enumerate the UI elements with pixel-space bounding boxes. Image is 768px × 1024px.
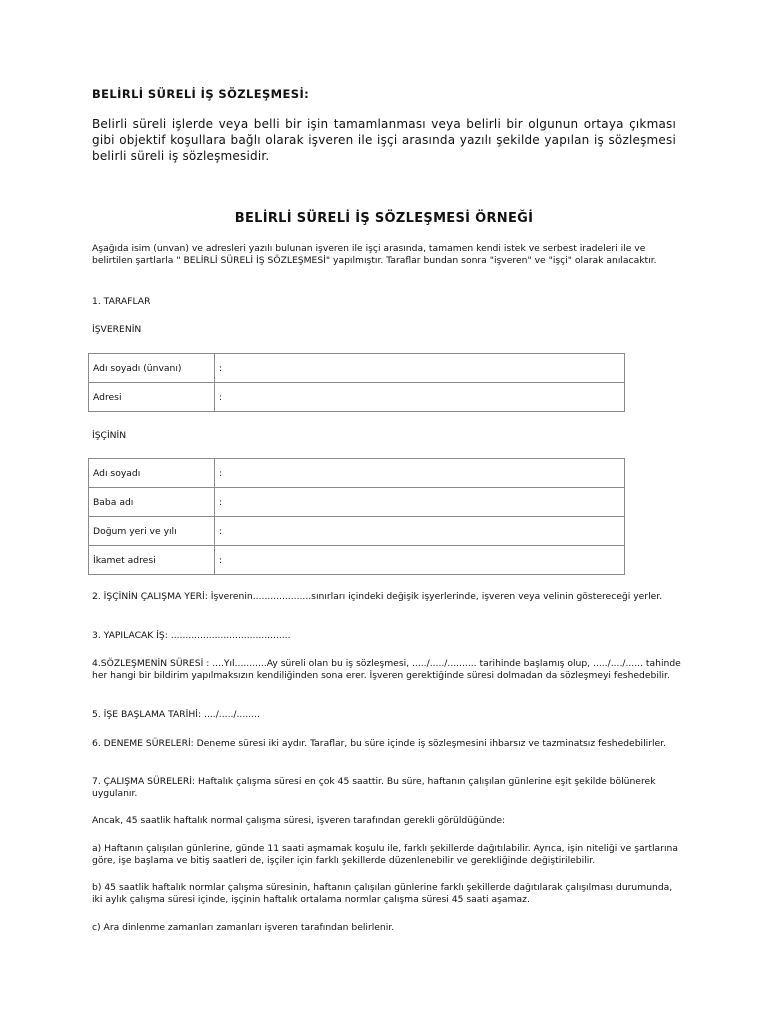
section-7-note: Ancak, 45 saatlik haftalık normal çalışma süresi, işveren tarafından gerekli görüldüğünde: bbox=[92, 815, 506, 826]
section-6-probation: 6. DENEME SÜRELERİ: Deneme süresi iki aydır. Taraflar, bu süre içinde iş sözleşmesini ihbarsız ve tazminatsız feshedebilirler. bbox=[92, 738, 667, 749]
field-value: : bbox=[215, 383, 625, 412]
clause-c: c) Ara dinlenme zamanları zamanları işveren tarafından belirlenir. bbox=[92, 922, 395, 933]
worker-table bbox=[88, 458, 625, 575]
intro-paragraph: Belirli süreli işlerde veya belli bir işin tamamlanması veya belirli bir olgunun ortaya çıkması gibi objektif koşullara bağlı olarak işveren ile işçi arasında yazılı şekilde yapılan iş sözleşmesi belirli süreli iş sözleşmesidir. bbox=[92, 117, 676, 163]
table-row bbox=[89, 517, 625, 546]
field-value: : bbox=[215, 517, 625, 546]
clause-a: a) Haftanın çalışılan günlerine, günde 11 saati aşmamak koşulu ile, farklı şekillerde dağıtılabilir. Ayrıca, işin niteliği ve şartlarına göre, işe başlama ve bitiş saatleri de, işçiler için farklı şekillerde düzenlenebilir ve gerekliğinde değiştirilebilir. bbox=[92, 843, 678, 866]
employer-table bbox=[88, 353, 625, 412]
field-label: Adresi bbox=[89, 383, 215, 412]
preamble-paragraph: Aşağıda isim (unvan) ve adresleri yazılı bulunan işveren ile işçi arasında, tamamen kendi istek ve serbest iradeleri ile ve belirtilen şartlarla " BELİRLİ SÜRELİ İŞ SÖZLEŞMESİ" yapılmıştır. Taraflar bundan sonra "işveren" ve "işçi" olarak anılacaktır. bbox=[92, 243, 657, 266]
field-label: Baba adı bbox=[89, 488, 215, 517]
field-label: Adı soyadı (ünvanı) bbox=[89, 354, 215, 383]
section-5-start-date: 5. İŞE BAŞLAMA TARİHİ: ..../...../........ bbox=[92, 709, 260, 720]
field-label: Doğum yeri ve yılı bbox=[89, 517, 215, 546]
table-row bbox=[89, 354, 625, 383]
section-4-duration: 4.SÖZLEŞMENİN SÜRESİ : ....Yıl...........Ay süreli olan bu iş sözleşmesi, ...../...../.......... tarihinde başlamış olup, ...../..../...... tahinde her hangi bir bildirim yapılmaksızın kendiliğinden sona erer. İşveren gerektiğinde süresi dolmadan da sözleşmeyi feshedebilir. bbox=[92, 658, 681, 681]
field-value: : bbox=[215, 546, 625, 575]
worker-label: İŞÇİNİN bbox=[92, 430, 127, 441]
section-1-heading: 1. TARAFLAR bbox=[92, 296, 151, 307]
table-row bbox=[89, 459, 625, 488]
section-3-job: 3. YAPILACAK İŞ: ......................................... bbox=[92, 630, 291, 641]
table-row bbox=[89, 488, 625, 517]
field-value: : bbox=[215, 459, 625, 488]
employer-label: İŞVERENİN bbox=[92, 324, 142, 335]
clause-b: b) 45 saatlik haftalık normlar çalışma süresinin, haftanın çalışılan günlerine farklı şekillerde dağıtılarak çalışılması durumunda, iki aylık çalışma süresi içinde, işçinin haftalık ortalama normlar çalışma süresi 45 saati aşamaz. bbox=[92, 882, 673, 905]
table-row bbox=[89, 546, 625, 575]
field-value: : bbox=[215, 354, 625, 383]
section-7-working-hours: 7. ÇALIŞMA SÜRELERİ: Haftalık çalışma süresi en çok 45 saattir. Bu süre, haftanın çalışılan günlerine eşit şekilde bölünerek uygulanır. bbox=[92, 776, 656, 799]
field-value: : bbox=[215, 488, 625, 517]
document-title: BELİRLİ SÜRELİ İŞ SÖZLEŞMESİ ÖRNEĞİ bbox=[234, 211, 534, 226]
field-label: İkamet adresi bbox=[89, 546, 215, 575]
document-heading: BELİRLİ SÜRELİ İŞ SÖZLEŞMESİ: bbox=[92, 87, 310, 101]
field-label: Adı soyadı bbox=[89, 459, 215, 488]
section-2-workplace: 2. İŞÇİNİN ÇALIŞMA YERİ: İşverenin....................sınırları içindeki değişik işyerlerinde, işveren veya velinin göstereceği yerler. bbox=[92, 591, 663, 602]
table-row bbox=[89, 383, 625, 412]
